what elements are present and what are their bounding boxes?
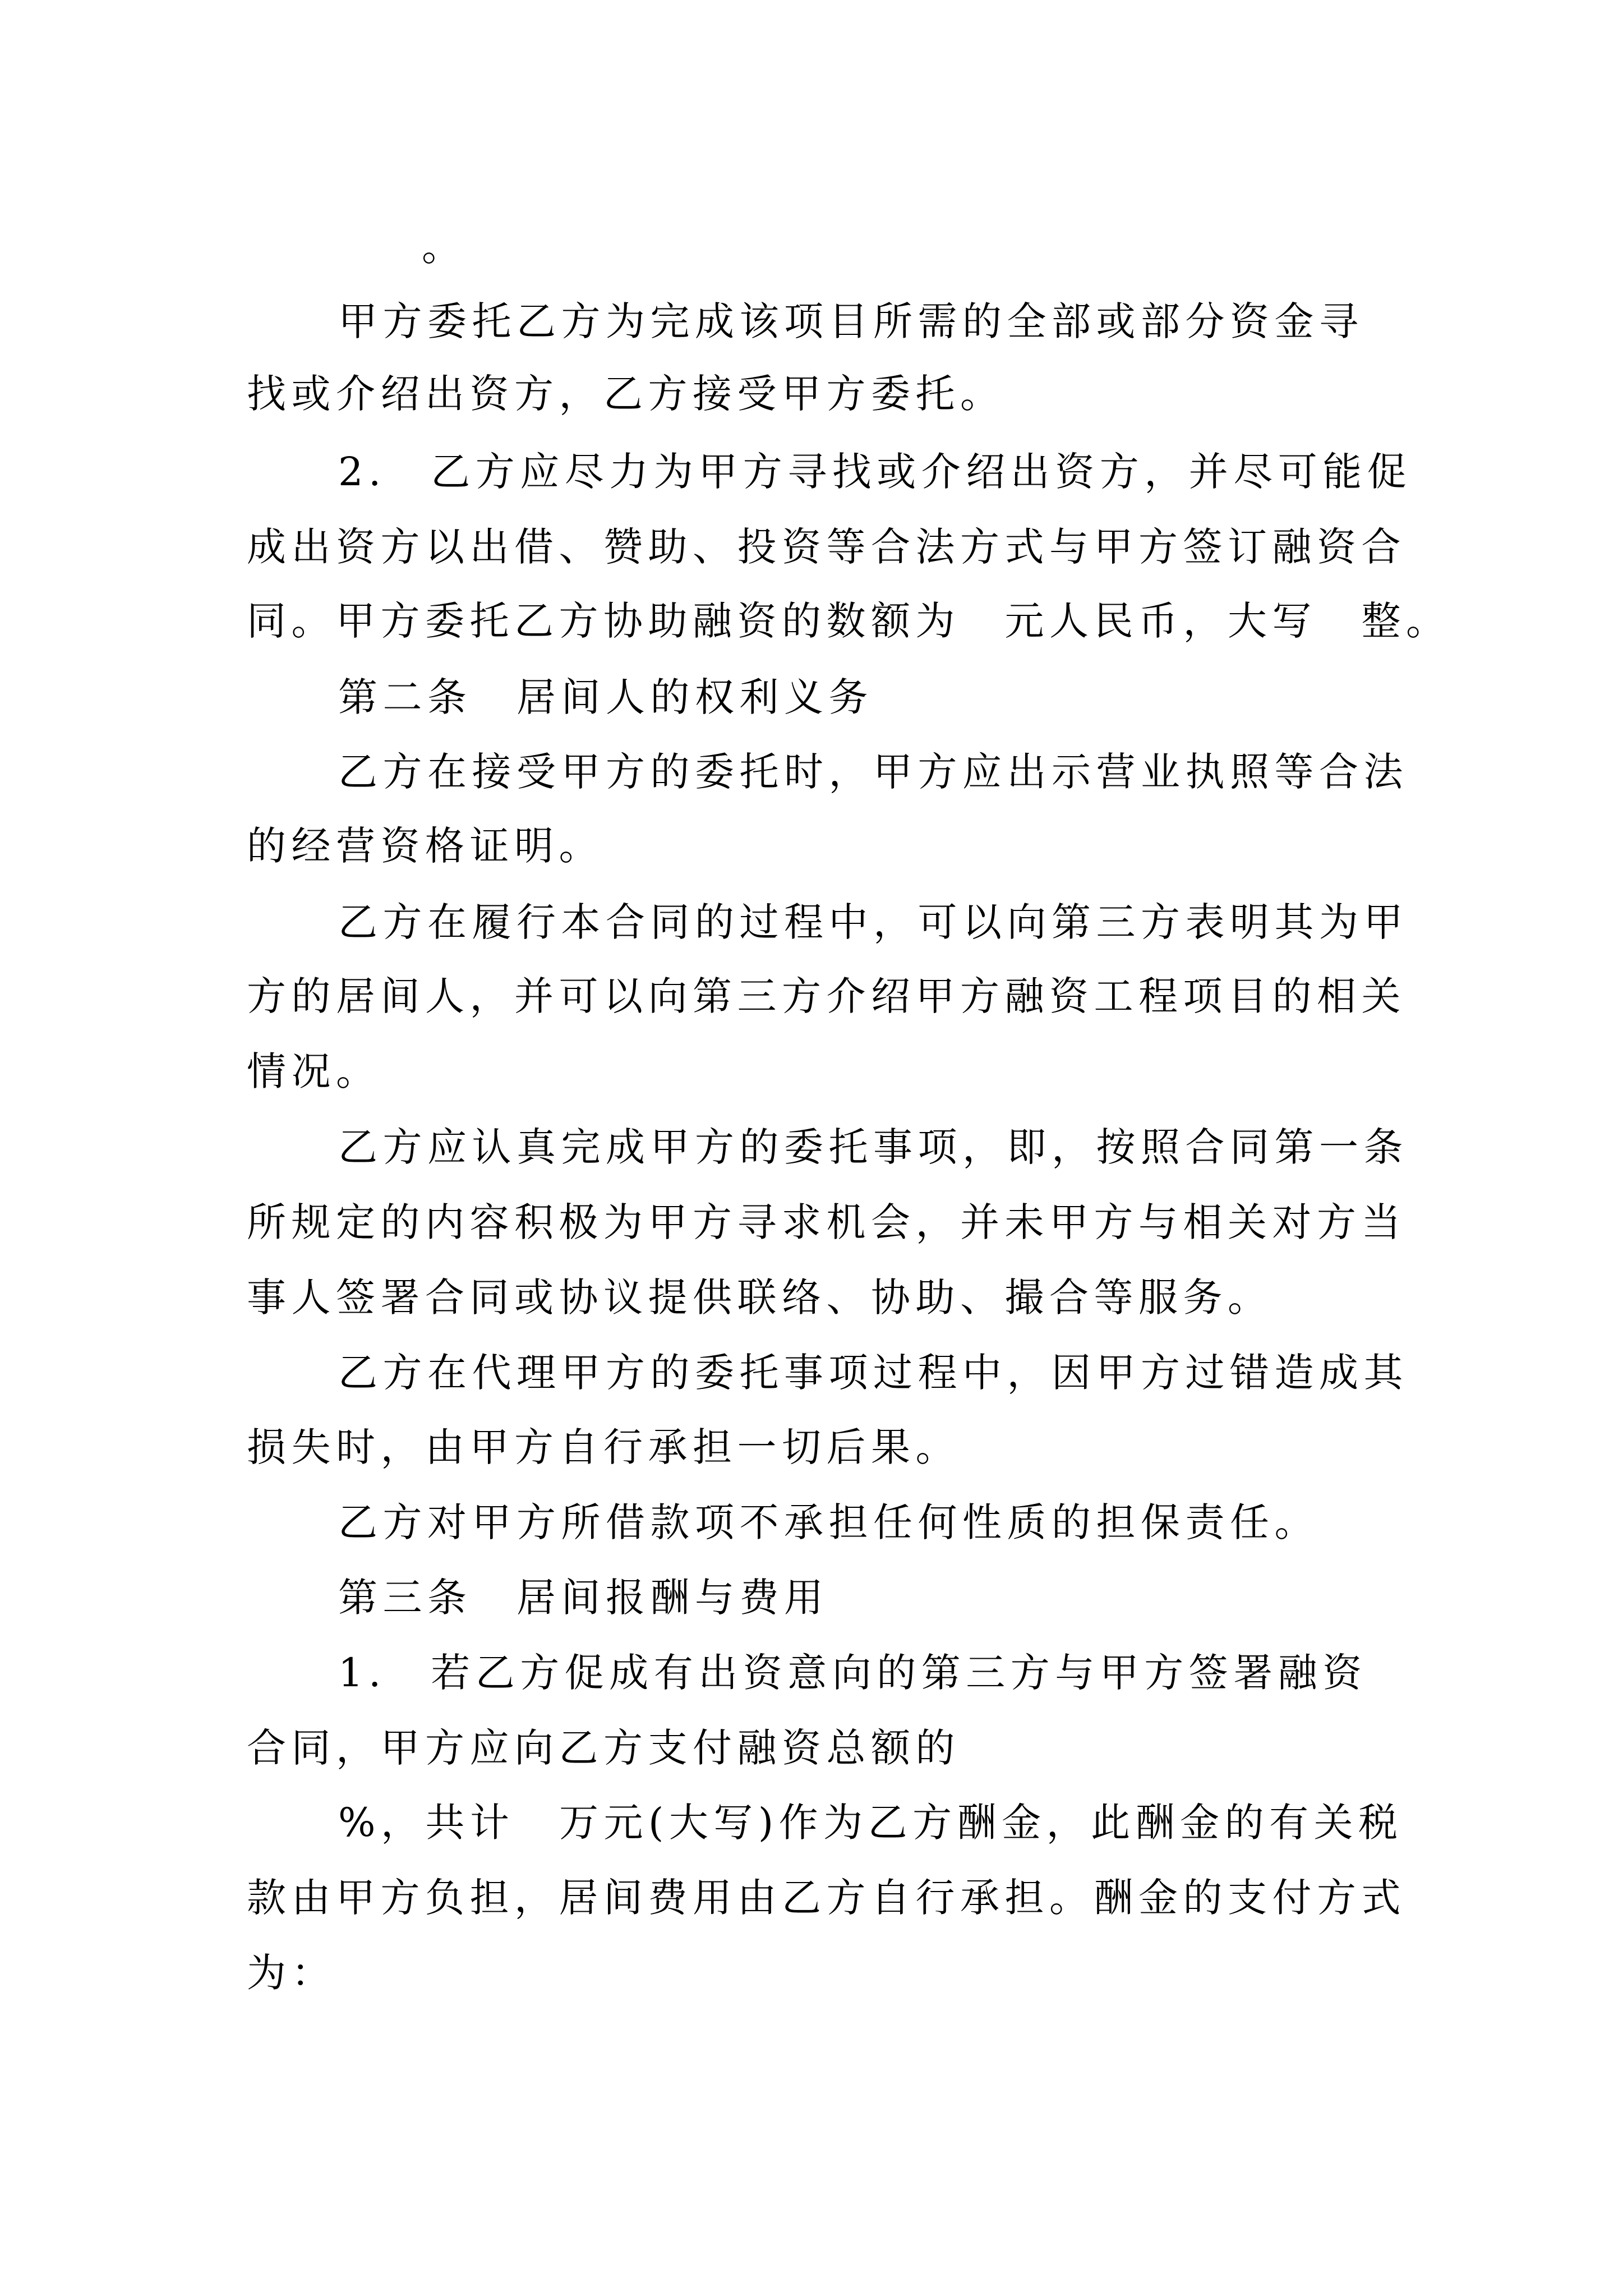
text-line-12: 情况。 (247, 1048, 381, 1094)
text-line-18: 乙方对甲方所借款项不承担任何性质的担保责任。 (338, 1499, 1319, 1545)
section-heading-3: 第三条 居间报酬与费用 (338, 1575, 829, 1621)
text-line-3: 找或介绍出资方，乙方接受甲方委托。 (247, 371, 1005, 417)
text-line-9: 的经营资格证明。 (247, 823, 603, 869)
text-line-10: 乙方在履行本合同的过程中，可以向第三方表明其为甲 (338, 899, 1408, 945)
text-line-4: 2. 乙方应尽力为甲方寻找或介绍出资方，并尽可能促 (338, 449, 1412, 495)
text-line-17: 损失时，由甲方自行承担一切后果。 (247, 1424, 960, 1470)
text-line-14: 所规定的内容积极为甲方寻求机会，并未甲方与相关对方当 (247, 1199, 1406, 1245)
text-line-6: 同。甲方委托乙方协助融资的数额为 元人民币，大写 整。 (247, 598, 1451, 644)
text-line-1: 。 (422, 224, 467, 270)
section-heading-2: 第二条 居间人的权利义务 (338, 674, 873, 720)
text-line-21: 合同，甲方应向乙方支付融资总额的 (247, 1725, 960, 1771)
text-line-2: 甲方委托乙方为完成该项目所需的全部或部分资金寻 (338, 298, 1364, 344)
text-line-11: 方的居间人，并可以向第三方介绍甲方融资工程项目的相关 (247, 973, 1406, 1019)
text-line-22: %，共计 万元(大写)作为乙方酬金，此酬金的有关税 (338, 1800, 1403, 1846)
text-line-8: 乙方在接受甲方的委托时，甲方应出示营业执照等合法 (338, 749, 1408, 795)
text-line-13: 乙方应认真完成甲方的委托事项，即，按照合同第一条 (338, 1124, 1408, 1170)
text-line-20: 1. 若乙方促成有出资意向的第三方与甲方签署融资 (338, 1650, 1367, 1696)
text-line-15: 事人签署合同或协议提供联络、协助、撮合等服务。 (247, 1274, 1272, 1320)
text-line-5: 成出资方以出借、赞助、投资等合法方式与甲方签订融资合 (247, 524, 1406, 570)
text-line-16: 乙方在代理甲方的委托事项过程中，因甲方过错造成其 (338, 1350, 1408, 1396)
text-line-23: 款由甲方负担，居间费用由乙方自行承担。酬金的支付方式 (247, 1875, 1406, 1921)
text-line-24: 为： (247, 1950, 336, 1996)
